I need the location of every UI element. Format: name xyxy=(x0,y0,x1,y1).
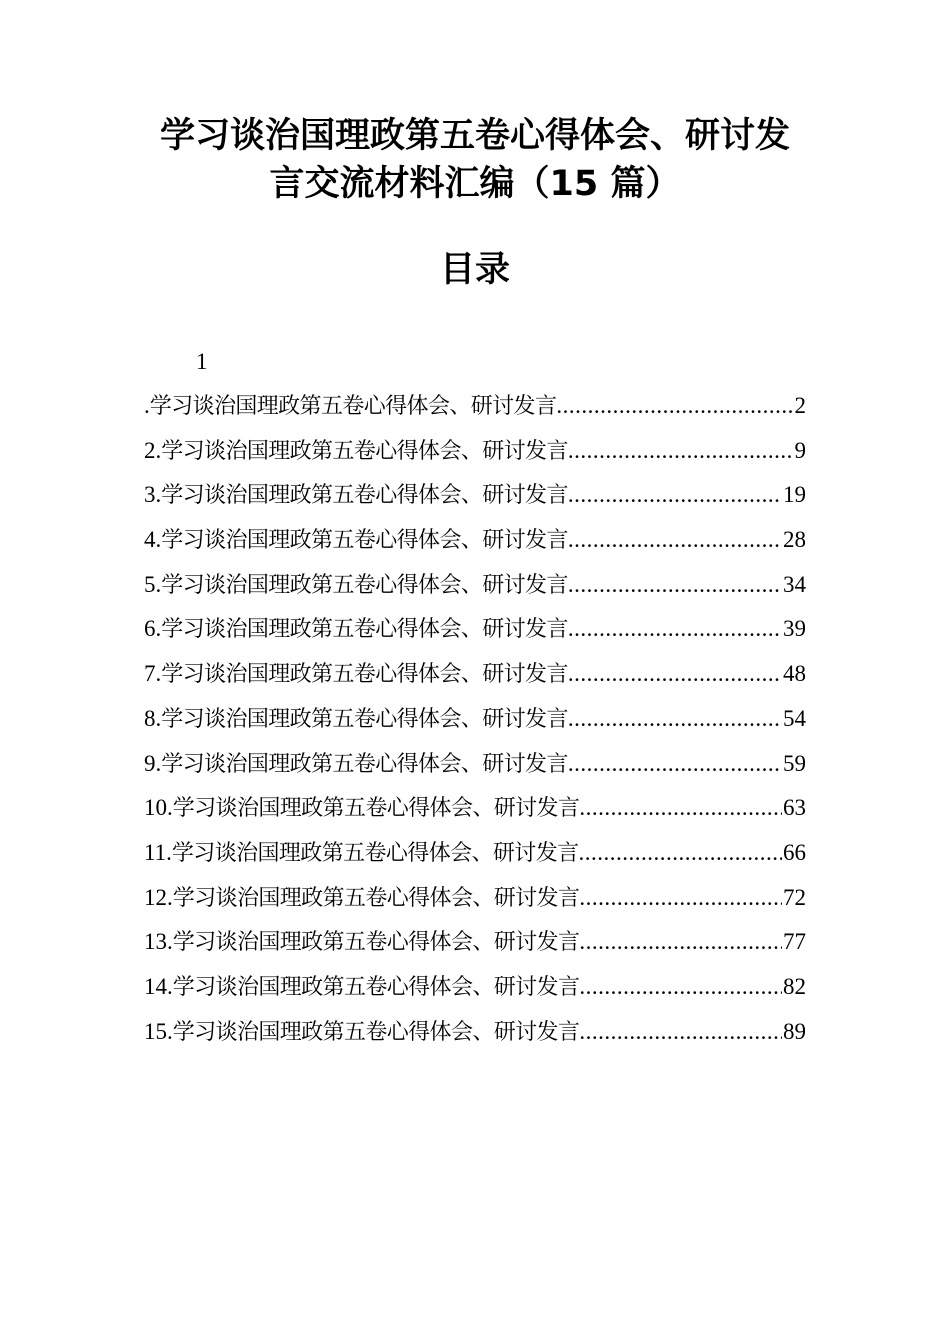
toc-entry-number: . xyxy=(144,393,150,418)
toc-entry-page-number: 72 xyxy=(783,884,806,910)
toc-entry-page-number: 77 xyxy=(783,929,806,955)
toc-entry-page-number: 82 xyxy=(783,973,806,999)
toc-entry-number: 15. xyxy=(144,1018,173,1044)
toc-dot-leader xyxy=(568,563,782,608)
toc-entry-title: 学习谈治国理政第五卷心得体会、研讨发言 xyxy=(161,617,568,643)
toc-entry[interactable] xyxy=(144,920,806,965)
toc-first-entry-number: 1 xyxy=(196,349,208,374)
document-title-line-1: 学习谈治国理政第五卷心得体会、研讨发 xyxy=(159,116,790,156)
toc-entry-page-number: 9 xyxy=(794,437,806,463)
toc-entry[interactable] xyxy=(144,697,806,742)
toc-entry-number: 12. xyxy=(144,884,173,910)
toc-entry-title: 学习谈治国理政第五卷心得体会、研讨发言 xyxy=(161,662,568,688)
toc-entry[interactable] xyxy=(144,786,806,831)
toc-entry[interactable] xyxy=(144,652,806,697)
toc-entry-page-number: 63 xyxy=(783,795,806,821)
toc-entry-number: 4. xyxy=(144,527,162,553)
document-title-line-2: 言交流材料汇编（15 篇） xyxy=(269,164,681,204)
toc-entry-title: 学习谈治国理政第五卷心得体会、研讨发言 xyxy=(172,1019,580,1045)
toc-entry-title: 学习谈治国理政第五卷心得体会、研讨发言 xyxy=(161,438,568,464)
toc-dot-leader xyxy=(568,697,782,742)
toc-dot-leader xyxy=(556,384,793,429)
toc-entry[interactable] xyxy=(144,876,806,921)
toc-entry-title: 学习谈治国理政第五卷心得体会、研讨发言 xyxy=(161,751,568,777)
toc-entry-title: 学习谈治国理政第五卷心得体会、研讨发言 xyxy=(172,974,580,1000)
toc-entry-title: 学习谈治国理政第五卷心得体会、研讨发言 xyxy=(161,572,568,598)
toc-entry-number: 8. xyxy=(144,705,162,731)
toc-entry-number: 7. xyxy=(144,661,162,687)
toc-entry[interactable] xyxy=(144,831,806,876)
toc-entry-page-number: 34 xyxy=(783,571,806,597)
toc-entry-number: 11. xyxy=(144,839,172,865)
toc-dot-leader xyxy=(579,920,782,965)
toc-dot-leader xyxy=(579,876,782,921)
document-title xyxy=(150,112,800,208)
toc-entry-page-number: 54 xyxy=(783,705,806,731)
toc-entry-title: 学习谈治国理政第五卷心得体会、研讨发言 xyxy=(172,796,580,822)
toc-entry-title: 学习谈治国理政第五卷心得体会、研讨发言 xyxy=(161,706,568,732)
table-of-contents xyxy=(144,340,806,1054)
toc-entry-number: 2. xyxy=(144,437,162,463)
toc-entry[interactable] xyxy=(144,473,806,518)
toc-dot-leader xyxy=(568,742,782,787)
toc-entry-number: 6. xyxy=(144,616,162,642)
toc-entry-number: 14. xyxy=(144,973,173,999)
toc-entry-title: 学习谈治国理政第五卷心得体会、研讨发言 xyxy=(171,840,579,866)
toc-entry-page-number: 48 xyxy=(783,661,806,687)
toc-dot-leader xyxy=(579,786,782,831)
toc-entry-page-number: 28 xyxy=(783,527,806,553)
toc-entry-title: 学习谈治国理政第五卷心得体会、研讨发言 xyxy=(172,930,580,956)
toc-dot-leader xyxy=(579,965,782,1010)
toc-entry[interactable] xyxy=(144,1010,806,1055)
toc-dot-leader xyxy=(568,652,782,697)
toc-entry-number: 10. xyxy=(144,795,173,821)
toc-entry-page-number: 19 xyxy=(783,482,806,508)
toc-entry[interactable] xyxy=(144,384,806,429)
toc-entry[interactable] xyxy=(144,965,806,1010)
toc-dot-leader xyxy=(568,429,794,474)
toc-entry-number: 3. xyxy=(144,482,162,508)
toc-entry-number: 9. xyxy=(144,750,162,776)
toc-entry-page-number: 2 xyxy=(794,393,806,418)
toc-dot-leader xyxy=(568,518,782,563)
toc-entry-page-number: 89 xyxy=(783,1018,806,1044)
toc-entry[interactable] xyxy=(144,429,806,474)
toc-dot-leader xyxy=(568,607,782,652)
toc-entry-title: 学习谈治国理政第五卷心得体会、研讨发言 xyxy=(161,528,568,554)
toc-entry-page-number: 59 xyxy=(783,750,806,776)
toc-entry-title: 学习谈治国理政第五卷心得体会、研讨发言 xyxy=(172,885,580,911)
toc-entry-number: 5. xyxy=(144,571,162,597)
toc-entry-page-number: 66 xyxy=(783,839,806,865)
toc-entry-title: 学习谈治国理政第五卷心得体会、研讨发言 xyxy=(149,394,557,419)
toc-entry-title: 学习谈治国理政第五卷心得体会、研讨发言 xyxy=(161,483,568,509)
toc-entry-page-number: 39 xyxy=(783,616,806,642)
toc-entry[interactable] xyxy=(144,742,806,787)
toc-dot-leader xyxy=(579,831,782,876)
toc-entry[interactable] xyxy=(144,563,806,608)
toc-entries xyxy=(144,384,806,1054)
toc-entry-number: 13. xyxy=(144,929,173,955)
toc-dot-leader xyxy=(568,473,782,518)
toc-entry[interactable] xyxy=(144,518,806,563)
toc-entry[interactable] xyxy=(144,607,806,652)
toc-dot-leader xyxy=(579,1010,782,1055)
toc-heading: 目录 xyxy=(439,250,510,290)
